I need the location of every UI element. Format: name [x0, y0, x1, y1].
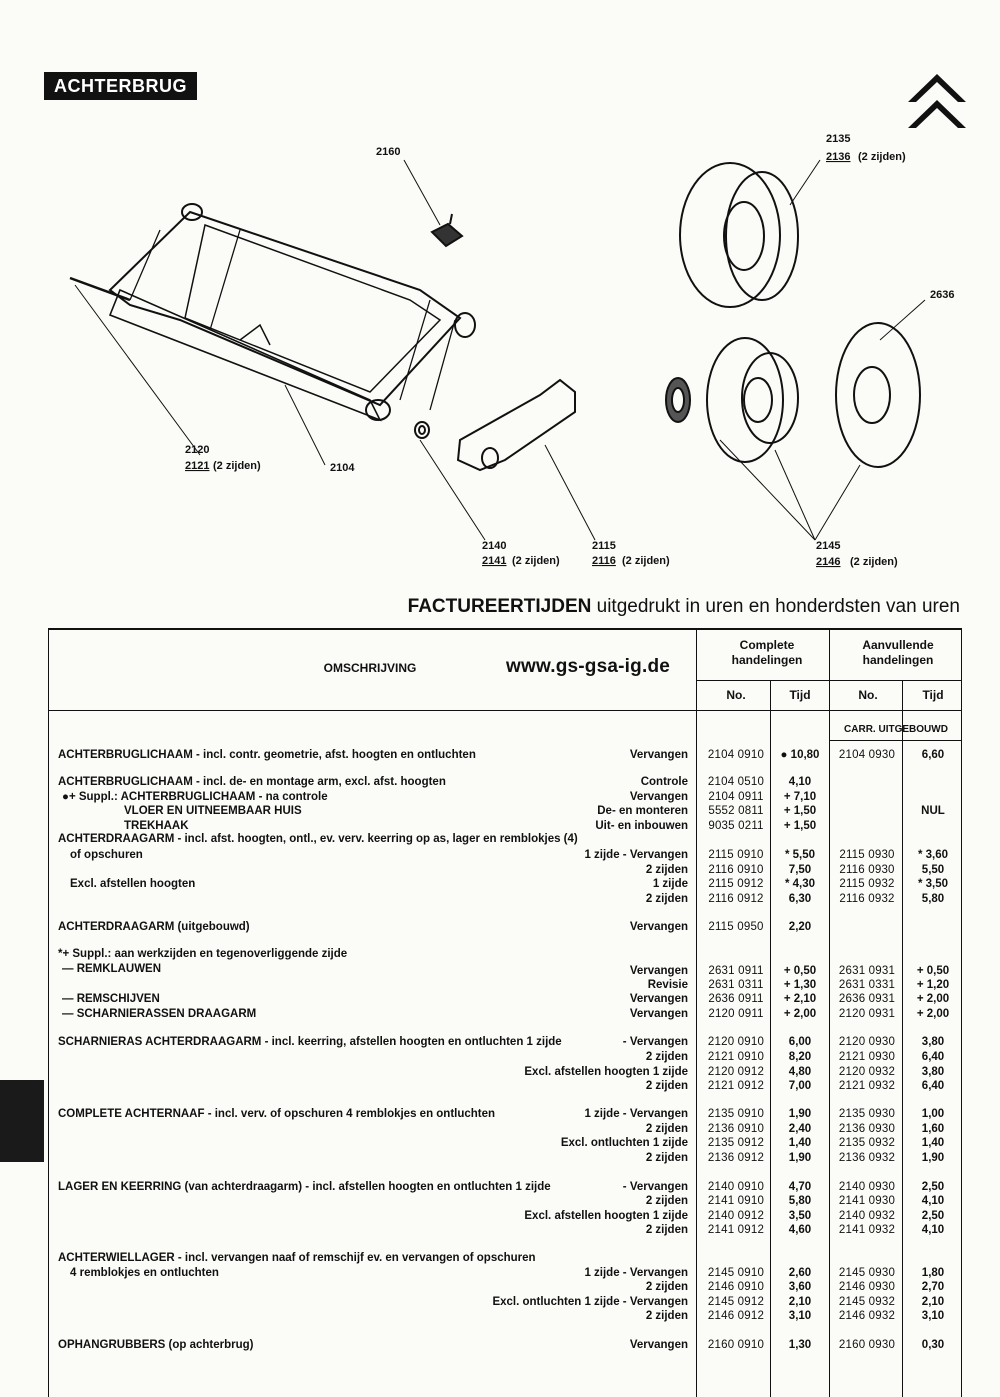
row-number: 2115 0950	[708, 921, 764, 933]
row-action: Vervangen	[629, 1008, 688, 1020]
row-action: Vervangen	[629, 965, 688, 977]
row-number: 2141 0912	[707, 1224, 765, 1236]
row-number-extra: 2120 0930	[838, 1036, 896, 1048]
row-action: 1 zijde - Vervangen	[584, 1108, 688, 1120]
row-time-extra: 2,50	[921, 1210, 945, 1222]
row-time: 3,10	[788, 1310, 812, 1322]
row-action: De- en monteren	[597, 805, 688, 817]
side-tab-marker	[0, 1080, 44, 1162]
label-2141-note: (2 zijden)	[512, 555, 560, 567]
row-number: 5552 0811	[708, 805, 764, 817]
row-number-extra: 2146 0932	[838, 1310, 896, 1322]
row-action: - Vervangen	[622, 1181, 688, 1193]
header-no-2: No.	[858, 688, 878, 702]
header-tijd-2: Tijd	[922, 688, 944, 702]
row-time: 3,50	[788, 1210, 812, 1222]
row-time: 2,40	[788, 1123, 812, 1135]
row-time: 4,60	[788, 1224, 812, 1236]
row-number-extra: 2631 0931	[838, 965, 896, 977]
row-time-extra: + 2,00	[916, 993, 950, 1005]
row-number: 2136 0910	[707, 1123, 765, 1135]
row-action: Vervangen	[629, 993, 688, 1005]
col-divider	[902, 680, 903, 1397]
row-action: Vervangen	[629, 921, 688, 933]
row-number-extra: 2116 0930	[839, 864, 895, 876]
row-time: 6,30	[788, 893, 812, 905]
label-2140: 2140	[482, 540, 507, 552]
row-number: 2135 0910	[707, 1108, 765, 1120]
label-2136: 2136	[826, 151, 851, 163]
header-no: No.	[726, 688, 746, 702]
label-2121: 2121	[185, 460, 210, 472]
row-number: 2145 0912	[707, 1296, 765, 1308]
row-number: 2116 0912	[708, 893, 764, 905]
row-number: 2121 0910	[707, 1051, 765, 1063]
row-time: + 0,50	[783, 965, 817, 977]
row-number-extra: 2135 0932	[838, 1137, 896, 1149]
row-time: 2,60	[788, 1267, 812, 1279]
row-time-extra: 1,90	[921, 1152, 945, 1164]
row-time-extra: 1,60	[921, 1123, 945, 1135]
row-action: 2 zijden	[645, 1310, 688, 1322]
row-time: 1,90	[788, 1108, 812, 1120]
header-aanvullende: Aanvullende handelingen	[862, 638, 934, 667]
hub-drum-drawing	[680, 163, 798, 307]
row-number-extra: 2140 0930	[838, 1181, 896, 1193]
row-number: 2141 0910	[707, 1195, 765, 1207]
row-time: + 2,10	[783, 993, 817, 1005]
row-time: 7,00	[788, 1080, 812, 1092]
row-time-extra: + 1,20	[916, 979, 950, 991]
row-description: ●+ Suppl.: ACHTERBRUGLICHAAM - na controle	[62, 791, 328, 803]
row-action: Vervangen	[629, 791, 688, 803]
row-number-extra: 2120 0932	[838, 1066, 896, 1078]
row-number-extra: 2631 0331	[838, 979, 896, 991]
label-2116: 2116	[592, 555, 616, 567]
row-time: 5,80	[788, 1195, 812, 1207]
row-action: 2 zijden	[645, 1080, 688, 1092]
header-carr-uitgebouwd: CARR. UITGEBOUWD	[844, 724, 948, 735]
brake-disc-drawing	[836, 323, 920, 467]
row-time: + 1,50	[783, 820, 817, 832]
row-number: 2136 0912	[707, 1152, 765, 1164]
row-time-extra: * 3,60	[917, 849, 949, 861]
row-number-extra: 2146 0930	[838, 1281, 896, 1293]
row-number: 2104 0510	[707, 776, 765, 788]
row-number: 2115 0912	[708, 878, 764, 890]
row-action: 2 zijden	[645, 893, 688, 905]
row-number: 9035 0211	[708, 820, 764, 832]
row-action: Vervangen	[629, 1339, 688, 1351]
row-time: * 5,50	[784, 849, 816, 861]
label-2115: 2115	[592, 540, 616, 552]
row-number-extra: 2120 0931	[838, 1008, 896, 1020]
row-time: 3,60	[788, 1281, 812, 1293]
label-2116-note: (2 zijden)	[622, 555, 670, 567]
row-number: 2116 0910	[708, 864, 764, 876]
row-time-extra: 6,60	[921, 749, 945, 761]
row-time-extra: 2,70	[921, 1281, 945, 1293]
row-time-extra: 1,40	[921, 1137, 945, 1149]
row-number: 2145 0910	[707, 1267, 765, 1279]
row-number: 2120 0911	[708, 1008, 764, 1020]
row-number: 2104 0911	[708, 791, 764, 803]
row-description: ACHTERDRAAGARM - incl. afst. hoogten, ontl., ev. verv. keerring op as, lager en remblokjes (4)	[58, 833, 578, 845]
row-description: *+ Suppl.: aan werkzijden en tegenoverliggende zijde	[58, 948, 348, 960]
row-time: * 4,30	[784, 878, 816, 890]
row-time-extra: + 2,00	[916, 1008, 950, 1020]
row-time-extra: NUL	[921, 805, 945, 817]
row-action: - Vervangen	[622, 1036, 688, 1048]
row-time-extra: 2,10	[921, 1296, 945, 1308]
row-action: 2 zijden	[645, 864, 688, 876]
row-number-extra: 2115 0930	[839, 849, 895, 861]
row-number: 2636 0911	[708, 993, 764, 1005]
col-divider	[696, 628, 697, 1397]
row-time-extra: * 3,50	[917, 878, 949, 890]
row-time: 8,20	[788, 1051, 812, 1063]
row-number: 2631 0911	[708, 965, 764, 977]
header-complete: Complete handelingen	[731, 638, 803, 667]
row-number-extra: 2135 0930	[838, 1108, 896, 1120]
row-time-extra: 5,50	[921, 864, 945, 876]
row-number: 2140 0910	[707, 1181, 765, 1193]
row-number-extra: 2136 0932	[838, 1152, 896, 1164]
row-time: + 1,50	[783, 805, 817, 817]
row-description: OPHANGRUBBERS (op achterbrug)	[58, 1339, 254, 1351]
row-description: — SCHARNIERASSEN DRAAGARM	[62, 1008, 257, 1020]
row-description: ACHTERBRUGLICHAAM - incl. contr. geometrie, afst. hoogten en ontluchten	[58, 749, 476, 761]
row-number-extra: 2141 0932	[838, 1224, 896, 1236]
row-number-extra: 2136 0930	[838, 1123, 896, 1135]
row-time: 4,10	[788, 776, 812, 788]
page-heading: FACTUREERTIJDEN uitgedrukt in uren en honderdsten van uren	[407, 596, 960, 617]
row-time: 6,00	[788, 1036, 812, 1048]
website-url: www.gs-gsa-ig.de	[506, 656, 671, 677]
row-number: 2146 0910	[707, 1281, 765, 1293]
row-number-extra: 2104 0930	[838, 749, 896, 761]
row-description: ACHTERBRUGLICHAAM - incl. de- en montage arm, excl. afst. hoogten	[58, 776, 446, 788]
row-time: 7,50	[788, 864, 812, 876]
row-number-extra: 2140 0932	[838, 1210, 896, 1222]
row-number: 2120 0912	[707, 1066, 765, 1078]
rear-axle-frame-drawing	[70, 204, 475, 420]
row-action: 1 zijde - Vervangen	[584, 849, 688, 861]
exploded-parts-diagram	[0, 110, 1000, 590]
row-number: 2160 0910	[707, 1339, 765, 1351]
row-action: 2 zijden	[645, 1224, 688, 1236]
row-time-extra: 3,80	[921, 1036, 945, 1048]
row-time-extra: 5,80	[921, 893, 945, 905]
row-action: 2 zijden	[645, 1152, 688, 1164]
header-tijd: Tijd	[789, 688, 811, 702]
row-number-extra: 2145 0930	[838, 1267, 896, 1279]
row-time: 1,40	[788, 1137, 812, 1149]
row-action: 2 zijden	[645, 1195, 688, 1207]
label-2141: 2141	[482, 555, 507, 567]
row-action: 1 zijde - Vervangen	[584, 1267, 688, 1279]
label-2145: 2145	[816, 540, 841, 552]
label-2121-note: (2 zijden)	[213, 460, 261, 472]
row-action: Controle	[640, 776, 688, 788]
row-number-extra: 2116 0932	[839, 893, 895, 905]
row-time: 4,70	[788, 1181, 812, 1193]
row-time-extra: 1,80	[921, 1267, 945, 1279]
row-number: 2120 0910	[707, 1036, 765, 1048]
row-action: Vervangen	[629, 749, 688, 761]
row-action: Revisie	[647, 979, 688, 991]
row-time: 2,10	[788, 1296, 812, 1308]
row-description: of opschuren	[70, 849, 143, 861]
row-number: 2146 0912	[707, 1310, 765, 1322]
label-2146-note: (2 zijden)	[850, 556, 898, 568]
row-time-extra: 4,10	[921, 1224, 945, 1236]
row-action: Uit- en inbouwen	[595, 820, 688, 832]
row-number-extra: 2636 0931	[838, 993, 896, 1005]
hub-bearing-drawing	[666, 338, 798, 462]
row-time-extra: 6,40	[921, 1080, 945, 1092]
row-action: Excl. afstellen hoogten 1 zijde	[524, 1066, 688, 1078]
row-action: 2 zijden	[645, 1281, 688, 1293]
label-2135: 2135	[826, 133, 851, 145]
col-divider	[829, 628, 830, 1397]
row-time: 4,80	[788, 1066, 812, 1078]
label-2104: 2104	[330, 462, 355, 474]
row-number: 2121 0912	[707, 1080, 765, 1092]
row-action: Excl. ontluchten 1 zijde - Vervangen	[492, 1296, 688, 1308]
row-number-extra: 2145 0932	[838, 1296, 896, 1308]
label-2120: 2120	[185, 444, 210, 456]
col-divider	[770, 680, 771, 1397]
row-number-extra: 2121 0930	[838, 1051, 896, 1063]
row-description: COMPLETE ACHTERNAAF - incl. verv. of opschuren 4 remblokjes en ontluchten	[58, 1108, 496, 1120]
row-number: 2115 0910	[708, 849, 764, 861]
row-action: Excl. ontluchten 1 zijde	[560, 1137, 688, 1149]
label-2146: 2146	[816, 556, 841, 568]
row-time: ● 10,80	[780, 749, 820, 761]
row-number: 2104 0910	[707, 749, 765, 761]
row-description: Excl. afstellen hoogten	[70, 878, 196, 890]
row-time-extra: + 0,50	[916, 965, 950, 977]
row-time-extra: 6,40	[921, 1051, 945, 1063]
row-time: 2,20	[788, 921, 812, 933]
row-description: SCHARNIERAS ACHTERDRAAGARM - incl. keerring, afstellen hoogten en ontluchten 1 zijde	[58, 1036, 562, 1048]
row-time-extra: 4,10	[921, 1195, 945, 1207]
header-omschrijving: OMSCHRIJVING	[323, 661, 417, 675]
row-description: ACHTERWIELLAGER - incl. vervangen naaf of remschijf ev. en vervangen of opschuren	[58, 1252, 536, 1264]
row-description: TREKHAAK	[124, 820, 189, 832]
row-action: 2 zijden	[645, 1051, 688, 1063]
row-number: 2135 0912	[707, 1137, 765, 1149]
row-number-extra: 2115 0932	[839, 878, 895, 890]
row-description: VLOER EN UITNEEMBAAR HUIS	[124, 805, 302, 817]
label-2136-note: (2 zijden)	[858, 151, 906, 163]
row-time: + 1,30	[783, 979, 817, 991]
row-time-extra: 2,50	[921, 1181, 945, 1193]
row-time: + 2,00	[783, 1008, 817, 1020]
row-time: + 7,10	[783, 791, 817, 803]
row-time-extra: 1,00	[921, 1108, 945, 1120]
row-action: Excl. afstellen hoogten 1 zijde	[524, 1210, 688, 1222]
row-description: ACHTERDRAAGARM (uitgebouwd)	[58, 921, 250, 933]
row-time: 1,90	[788, 1152, 812, 1164]
row-description: — REMSCHIJVEN	[62, 993, 160, 1005]
label-2636: 2636	[930, 289, 955, 301]
row-divider	[696, 680, 962, 681]
section-title: ACHTERBRUG	[44, 72, 197, 100]
row-time-extra: 3,80	[921, 1066, 945, 1078]
label-2160: 2160	[376, 146, 401, 158]
row-number-extra: 2160 0930	[838, 1339, 896, 1351]
row-number: 2631 0311	[708, 979, 764, 991]
row-divider	[829, 740, 962, 741]
row-number: 2140 0912	[707, 1210, 765, 1222]
row-divider	[48, 710, 962, 711]
row-description: LAGER EN KEERRING (van achterdraagarm) - incl. afstellen hoogten en ontluchten 1 zijde	[58, 1181, 551, 1193]
row-time-extra: 3,10	[921, 1310, 945, 1322]
row-time-extra: 0,30	[921, 1339, 945, 1351]
row-description: — REMKLAUWEN	[62, 963, 162, 975]
row-action: 1 zijde	[652, 878, 688, 890]
row-time: 1,30	[788, 1339, 812, 1351]
row-action: 2 zijden	[645, 1123, 688, 1135]
row-number-extra: 2141 0930	[838, 1195, 896, 1207]
row-description: 4 remblokjes en ontluchten	[70, 1267, 219, 1279]
row-number-extra: 2121 0932	[838, 1080, 896, 1092]
